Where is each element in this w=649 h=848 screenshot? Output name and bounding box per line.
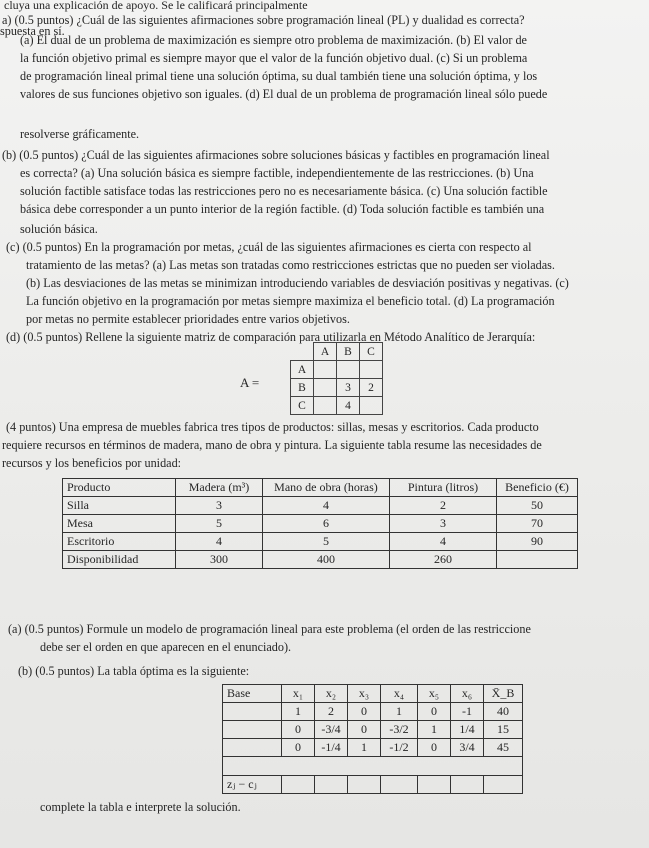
resources-table: [62, 478, 578, 569]
cell[interactable]: [451, 776, 484, 794]
q-b-line-4: básica debe corresponder a un punto interior de la región factible. (d) Toda solución factible es también una: [20, 202, 545, 216]
cell: 0: [348, 703, 381, 721]
cell: [497, 551, 578, 569]
part-b-text: (b) (0.5 puntos) La tabla óptima es la siguiente:: [18, 664, 250, 678]
p2-line-3: recursos y los beneficios por unidad:: [2, 456, 182, 470]
ahp-row-label-a: A: [291, 361, 314, 379]
q-c-line-3: (b) Las desviaciones de las metas se minimizan introduciendo variables de desviación positivas y negativas. (c): [26, 276, 569, 290]
col-x6: x₆: [451, 685, 484, 703]
table-row: [63, 515, 578, 533]
cell[interactable]: [282, 776, 315, 794]
q-c-line-5: por metas no permite establecer prioridades entre varios objetivos.: [26, 312, 350, 326]
cell: 5: [263, 533, 390, 551]
cell: Escritorio: [63, 533, 176, 551]
cell: 6: [263, 515, 390, 533]
ahp-cell[interactable]: [314, 397, 337, 415]
cell: 1: [381, 703, 418, 721]
cell: Disponibilidad: [63, 551, 176, 569]
cell[interactable]: [348, 776, 381, 794]
col-producto: Producto: [63, 479, 176, 497]
q-b-line-2: es correcta? (a) Una solución básica es siempre factible, independientemente de las restricciones. (b) Una: [20, 166, 534, 180]
ahp-row-label-b: B: [291, 379, 314, 397]
cell: 260: [390, 551, 497, 569]
cell: 3: [390, 515, 497, 533]
cell: 0: [282, 721, 315, 739]
cell: 5: [176, 515, 263, 533]
q-b-line-5: solución básica.: [20, 222, 98, 236]
cell: 2: [390, 497, 497, 515]
col-x5: x₅: [418, 685, 451, 703]
col-x1: x₁: [282, 685, 315, 703]
q-d-text: (d) (0.5 puntos) Rellene la siguiente matriz de comparación para utilizarla en Método Analítico de Jerarquía:: [6, 330, 536, 344]
cell: 300: [176, 551, 263, 569]
col-x3: x₃: [348, 685, 381, 703]
ahp-matrix: [290, 342, 383, 415]
cell[interactable]: [418, 776, 451, 794]
table-row: [63, 497, 578, 515]
cell: 1: [418, 721, 451, 739]
table-row: [63, 533, 578, 551]
cell[interactable]: [484, 776, 523, 794]
answer-note: spuesta en sí.: [0, 24, 65, 38]
q-a-line-4: de programación lineal primal tiene una solución óptima, su dual también tiene una solución óptima, y los: [20, 69, 538, 83]
col-beneficio: Beneficio (€): [497, 479, 578, 497]
part-a-line-1: (a) (0.5 puntos) Formule un modelo de programación lineal para este problema (el orden de las restriccione: [8, 622, 531, 636]
cell: 1: [348, 739, 381, 757]
cell: 400: [263, 551, 390, 569]
cell: 45: [484, 739, 523, 757]
cell[interactable]: [381, 776, 418, 794]
cell: -1/4: [315, 739, 348, 757]
cell: 90: [497, 533, 578, 551]
ahp-header-a: A: [314, 343, 337, 361]
cell: Mesa: [63, 515, 176, 533]
cell: 4: [263, 497, 390, 515]
q-b-line-1: (b) (0.5 puntos) ¿Cuál de las siguientes afirmaciones sobre soluciones básicas y factibles en programación lineal: [2, 148, 550, 162]
q-c-line-2: tratamiento de las metas? (a) Las metas son tratadas como restricciones estrictas que no pueden ser violadas.: [26, 258, 555, 272]
q-c-line-4: La función objetivo en la programación por metas siempre maximiza el beneficio total. (d) La programación: [26, 294, 555, 308]
ahp-header-b: B: [337, 343, 360, 361]
ahp-cell[interactable]: [337, 361, 360, 379]
ahp-cell[interactable]: 2: [360, 379, 383, 397]
cell: 1: [282, 703, 315, 721]
table-row: [223, 721, 523, 739]
col-x2: x₂: [315, 685, 348, 703]
ahp-header-c: C: [360, 343, 383, 361]
cell: -3/4: [315, 721, 348, 739]
cell: 70: [497, 515, 578, 533]
cell: 1/4: [451, 721, 484, 739]
intro-line: cluya una explicación de apoyo. Se le calificará principalmente: [4, 0, 308, 12]
q-a-line-1: a) (0.5 puntos) ¿Cuál de las siguientes afirmaciones sobre programación lineal (PL) y dualidad es correcta?: [2, 13, 525, 27]
col-mano-obra: Mano de obra (horas): [263, 479, 390, 497]
cell: 0: [418, 703, 451, 721]
cell[interactable]: [315, 776, 348, 794]
ahp-cell[interactable]: [314, 361, 337, 379]
col-xb: X̄_B: [484, 685, 523, 703]
simplex-table: [222, 684, 523, 794]
ahp-cell[interactable]: 4: [337, 397, 360, 415]
cell: -1: [451, 703, 484, 721]
p2-line-1: (4 puntos) Una empresa de muebles fabrica tres tipos de productos: sillas, mesas y escritorios. Cada producto: [6, 420, 539, 434]
cell: 2: [315, 703, 348, 721]
table-row: [223, 739, 523, 757]
q-a-line-3: la función objetivo primal es siempre mayor que el valor de la función objetivo dual. (c) Si un problema: [20, 51, 528, 65]
cell: 0: [418, 739, 451, 757]
q-a-line-5: valores de sus funciones objetivo son iguales. (d) El dual de un problema de programación lineal sólo puede: [20, 87, 548, 101]
ahp-cell[interactable]: [314, 379, 337, 397]
q-a-line-6: resolverse gráficamente.: [20, 127, 140, 141]
part-a-line-2: debe ser el orden en que aparecen en el enunciado).: [40, 640, 292, 654]
q-c-line-1: (c) (0.5 puntos) En la programación por metas, ¿cuál de las siguientes afirmaciones es cierta con respecto al: [6, 240, 532, 254]
table-row: [63, 551, 578, 569]
cell: 0: [348, 721, 381, 739]
cell: 40: [484, 703, 523, 721]
zc-row: [223, 776, 523, 794]
cell: 4: [390, 533, 497, 551]
table-row: [223, 703, 523, 721]
cell: 3: [176, 497, 263, 515]
matrix-label: A =: [240, 375, 260, 390]
cell: -1/2: [381, 739, 418, 757]
cell[interactable]: [223, 703, 282, 721]
cell: 3/4: [451, 739, 484, 757]
cell: 15: [484, 721, 523, 739]
zc-label: zⱼ − cⱼ: [223, 776, 282, 794]
cell: Silla: [63, 497, 176, 515]
cell[interactable]: [223, 739, 282, 757]
col-x4: x₄: [381, 685, 418, 703]
q-a-line-2: (a) El dual de un problema de maximización es siempre otro problema de maximización. (b) El valor de: [20, 33, 527, 47]
cell: -3/2: [381, 721, 418, 739]
closing-text: complete la tabla e interprete la solución.: [40, 800, 241, 814]
ahp-cell[interactable]: [360, 361, 383, 379]
ahp-cell[interactable]: [360, 397, 383, 415]
cell: 50: [497, 497, 578, 515]
p2-line-2: requiere recursos en términos de madera, mano de obra y pintura. La siguiente tabla resume las necesidades de: [2, 438, 542, 452]
col-base: Base: [223, 685, 282, 703]
ahp-row-label-c: C: [291, 397, 314, 415]
col-pintura: Pintura (litros): [390, 479, 497, 497]
ahp-cell[interactable]: 3: [337, 379, 360, 397]
col-madera: Madera (m³): [176, 479, 263, 497]
cell[interactable]: [223, 721, 282, 739]
cell: 0: [282, 739, 315, 757]
q-b-line-3: solución factible satisface todas las restricciones pero no es necesariamente básica. (c) Una solución factible: [20, 184, 548, 198]
cell: 4: [176, 533, 263, 551]
